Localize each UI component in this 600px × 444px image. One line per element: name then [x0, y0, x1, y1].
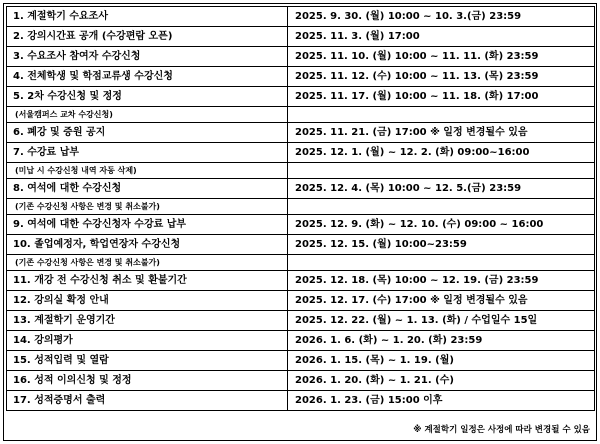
schedule-date: 2025. 12. 15. (월) 10:00~23:59 [288, 235, 595, 255]
table-note-row [7, 199, 595, 215]
table-row [7, 291, 595, 311]
schedule-date: 2026. 1. 23. (금) 15:00 이후 [288, 391, 595, 411]
schedule-item: 10. 졸업예정자, 학업연장자 수강신청 [7, 235, 288, 255]
schedule-item: 4. 전체학생 및 학점교류생 수강신청 [7, 67, 288, 87]
schedule-date: 2025. 11. 10. (월) 10:00 ~ 11. 11. (화) 23:59 [288, 47, 595, 67]
schedule-date: 2025. 12. 1. (월) ~ 12. 2. (화) 09:00~16:00 [288, 143, 595, 163]
table-note-row [7, 107, 595, 123]
table-row [7, 87, 595, 107]
schedule-date: 2026. 1. 15. (목) ~ 1. 19. (월) [288, 351, 595, 371]
schedule-item: 12. 강의실 확정 안내 [7, 291, 288, 311]
schedule-date-empty [288, 163, 595, 179]
table-row [7, 179, 595, 199]
table-row [7, 143, 595, 163]
schedule-item: 17. 성적증명서 출력 [7, 391, 288, 411]
schedule-item: 14. 강의평가 [7, 331, 288, 351]
table-row [7, 235, 595, 255]
table-note-row [7, 255, 595, 271]
table-row [7, 215, 595, 235]
note-text: (서울캠퍼스 교차 수강신청) [15, 110, 113, 119]
schedule-date: 2025. 12. 18. (목) 10:00 ~ 12. 19. (금) 23:59 [288, 271, 595, 291]
schedule-item: 6. 폐강 및 증원 공지 [7, 123, 288, 143]
schedule-date: 2025. 12. 4. (목) 10:00 ~ 12. 5.(금) 23:59 [288, 179, 595, 199]
table-row [7, 331, 595, 351]
schedule-item: 16. 성적 이의신청 및 정정 [7, 371, 288, 391]
schedule-item: 1. 계절학기 수요조사 [7, 7, 288, 27]
schedule-item: 8. 여석에 대한 수강신청 [7, 179, 288, 199]
schedule-item: 11. 개강 전 수강신청 취소 및 환불기간 [7, 271, 288, 291]
table-row [7, 371, 595, 391]
schedule-sheet [3, 3, 597, 441]
schedule-item-note [7, 199, 288, 215]
table-row [7, 123, 595, 143]
table-row [7, 27, 595, 47]
schedule-date: 2025. 12. 9. (화) ~ 12. 10. (수) 09:00 ~ 16:00 [288, 215, 595, 235]
table-row [7, 351, 595, 371]
schedule-date-empty [288, 107, 595, 123]
schedule-table [6, 6, 595, 411]
schedule-date-empty [288, 255, 595, 271]
table-note-row [7, 163, 595, 179]
schedule-item: 2. 강의시간표 공개 (수강편람 오픈) [7, 27, 288, 47]
schedule-item: 9. 여석에 대한 수강신청자 수강료 납부 [7, 215, 288, 235]
schedule-date: 2026. 1. 6. (화) ~ 1. 20. (화) 23:59 [288, 331, 595, 351]
schedule-item: 13. 계절학기 운영기간 [7, 311, 288, 331]
schedule-item: 5. 2차 수강신청 및 정정 [7, 87, 288, 107]
schedule-date: 2025. 11. 21. (금) 17:00 ※ 일정 변경될수 있음 [288, 123, 595, 143]
schedule-footnote: ※ 계절학기 일정은 사정에 따라 변경될 수 있음 [413, 425, 590, 435]
schedule-item: 7. 수강료 납부 [7, 143, 288, 163]
schedule-item: 15. 성적입력 및 열람 [7, 351, 288, 371]
schedule-item-note [7, 107, 288, 123]
schedule-item-note [7, 163, 288, 179]
table-row [7, 271, 595, 291]
table-row [7, 47, 595, 67]
schedule-date: 2025. 11. 12. (수) 10:00 ~ 11. 13. (목) 23:59 [288, 67, 595, 87]
schedule-date: 2025. 9. 30. (월) 10:00 ~ 10. 3.(금) 23:59 [288, 7, 595, 27]
note-text: (기존 수강신청 사항은 변경 및 취소불가) [15, 202, 160, 211]
schedule-date: 2026. 1. 20. (화) ~ 1. 21. (수) [288, 371, 595, 391]
schedule-item: 3. 수요조사 참여자 수강신청 [7, 47, 288, 67]
table-row [7, 311, 595, 331]
schedule-date-empty [288, 199, 595, 215]
note-text: (미납 시 수강신청 내역 자동 삭제) [15, 166, 137, 175]
schedule-date: 2025. 12. 17. (수) 17:00 ※ 일정 변경될수 있음 [288, 291, 595, 311]
table-row [7, 7, 595, 27]
schedule-date: 2025. 12. 22. (월) ~ 1. 13. (화) / 수업일수 15일 [288, 311, 595, 331]
schedule-date: 2025. 11. 3. (월) 17:00 [288, 27, 595, 47]
schedule-date: 2025. 11. 17. (월) 10:00 ~ 11. 18. (화) 17:00 [288, 87, 595, 107]
note-text: (기존 수강신청 사항은 변경 및 취소불가) [15, 258, 160, 267]
table-row [7, 67, 595, 87]
schedule-item-note [7, 255, 288, 271]
table-row [7, 391, 595, 411]
